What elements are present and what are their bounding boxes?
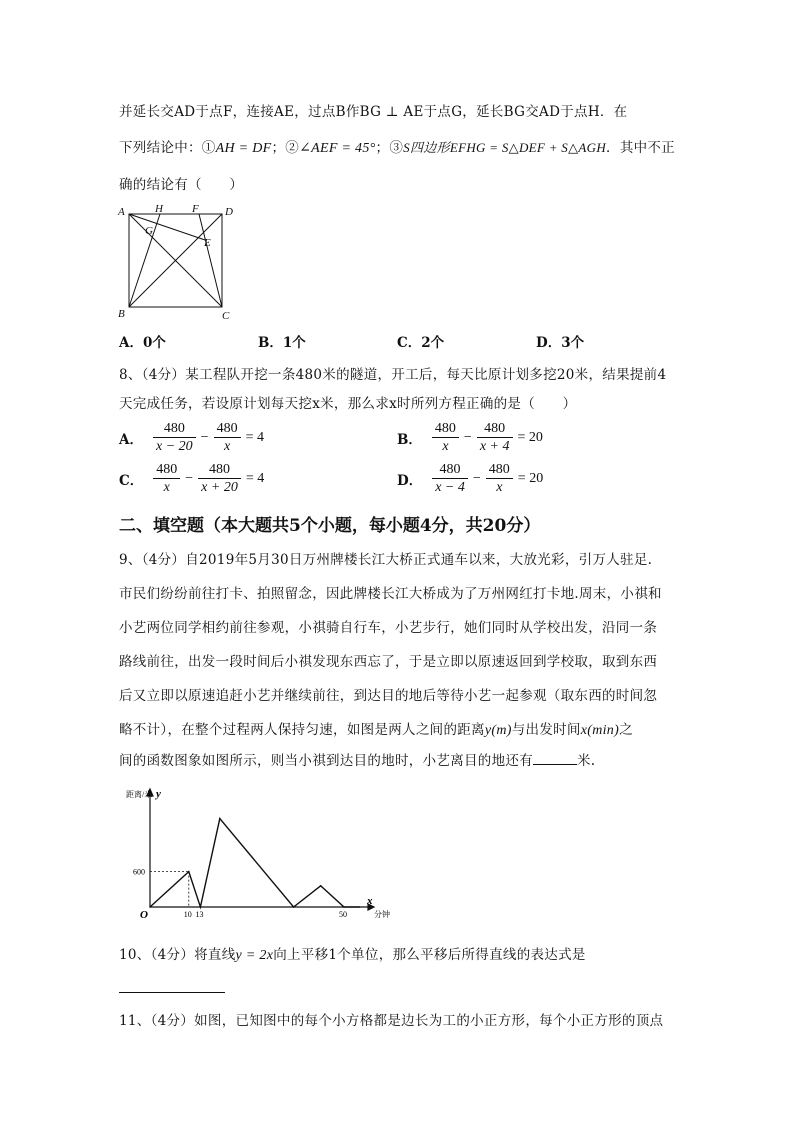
q10-expression: y = 2x <box>235 948 274 963</box>
operator: − <box>200 429 209 445</box>
q8-option-b-label: B． <box>397 431 422 448</box>
q8-line-1: 8、（4分）某工程队开挖一条480米的隧道，开工后，每天比原计划多挖20米，结果提前4 <box>119 367 667 383</box>
numerator: 480 <box>432 420 459 438</box>
y-axis-title: 距离/米 <box>126 790 153 799</box>
label-c: C <box>222 310 230 322</box>
denominator: x + 4 <box>479 439 510 454</box>
label-d: D <box>225 206 233 218</box>
origin-label: O <box>140 909 148 921</box>
q7-geometry-figure <box>112 200 242 325</box>
q7-option-c: C．2个 <box>397 335 445 351</box>
q11-line-1: 11、（4分）如图，已知图中的每个小方格都是边长为工的小正方形，每个小正方形的顶点 <box>119 1013 664 1029</box>
q7-line-2-post: ．其中不正 <box>606 140 676 156</box>
q9-distance-time-chart <box>112 785 402 925</box>
segment-cf <box>199 214 222 307</box>
rhs: = 20 <box>517 429 543 445</box>
label-g: G <box>145 225 153 237</box>
numerator: 480 <box>477 420 513 438</box>
segment-ae <box>129 214 205 240</box>
fraction <box>432 420 459 455</box>
numerator: 480 <box>486 461 513 479</box>
fraction <box>477 420 513 455</box>
q9-line-6 <box>119 720 633 741</box>
q7-sep-2: ；③ <box>375 140 404 156</box>
q7-conclusion-3: S四边形EFHG = S△DEF + S△AGH <box>403 140 607 155</box>
fraction <box>153 420 196 455</box>
data-point <box>343 906 345 908</box>
denominator: x <box>442 439 449 454</box>
q7-line-2-pre: 下列结论中：① <box>119 140 216 156</box>
fraction <box>214 420 241 455</box>
q9-distance-var: y(m) <box>484 723 512 738</box>
x-tick-label: 13 <box>195 910 204 919</box>
denominator: x − 20 <box>155 439 193 454</box>
q9-line-6a: 略不计），在整个过程两人保持匀速，如图是两人之间的距离 <box>119 722 485 738</box>
answer-blank[interactable] <box>533 750 577 765</box>
data-point <box>200 906 202 908</box>
operator: − <box>463 429 472 445</box>
q9-line-1: 9、（4分）自2019年5月30日万州牌楼长江大桥正式通车以来，大放光彩，引万人驻足. <box>119 552 653 568</box>
operator: − <box>472 470 481 486</box>
q8-option-c-label: C． <box>119 472 144 489</box>
q8-option-d <box>397 461 546 496</box>
numerator: 480 <box>153 420 196 438</box>
data-point <box>293 906 295 908</box>
data-point <box>359 906 361 908</box>
q10-answer-blank[interactable] <box>119 992 225 993</box>
q8-option-a-label: A． <box>119 431 143 448</box>
q9-line-7a: 间的函数图象如图所示，则当小祺到达目的地时，小艺离目的地还有 <box>119 753 533 769</box>
section-2-title: 二、填空题（本大题共5个小题，每小题4分，共20分） <box>119 516 541 536</box>
label-f: F <box>192 203 199 215</box>
label-e: E <box>204 237 211 249</box>
y-tick-label: 600 <box>133 867 145 877</box>
q7-sep-1: ；② <box>271 140 300 156</box>
label-h: H <box>155 203 163 215</box>
fraction <box>198 461 241 496</box>
numerator: 480 <box>432 461 468 479</box>
operator: − <box>185 470 194 486</box>
q7-option-b: B．1个 <box>258 335 306 351</box>
q7-conclusion-2: ∠AEF = 45° <box>299 141 376 156</box>
x-tick-label: 50 <box>339 910 347 919</box>
q9-line-6b: 与出发时间 <box>511 722 581 738</box>
denominator: x <box>163 480 170 495</box>
q9-line-4: 路线前往，出发一段时间后小祺发现东西忘了，于是立即以原速返回到学校取，取到东西 <box>119 654 658 670</box>
fraction <box>432 461 468 496</box>
q8-line-2: 天完成任务，若设原计划每天挖x米，那么求x时所列方程正确的是（ ） <box>119 396 577 412</box>
q10-post: 向上平移1个单位，那么平移后所得直线的表达式是 <box>273 947 586 963</box>
rhs: = 4 <box>245 429 264 445</box>
q7-line-3: 确的结论有（ ） <box>119 177 244 193</box>
data-point <box>320 885 322 887</box>
q9-line-6c: 之 <box>619 722 633 738</box>
fraction <box>486 461 513 496</box>
q7-line-2 <box>119 138 675 159</box>
data-point <box>219 818 221 820</box>
q9-line-5: 后又立即以原速追赶小艺并继续前往，到达目的地后等待小艺一起参观（取东西的时间忽 <box>119 688 658 704</box>
rhs: = 20 <box>517 470 544 486</box>
data-point <box>149 906 151 908</box>
q10-pre: 10、（4分）将直线 <box>119 947 236 963</box>
q7-line-1: 并延长交AD于点F，连接AE，过点B作BG ⊥ AE于点G，延长BG交AD于点H．在 <box>119 104 628 120</box>
numerator: 480 <box>198 461 241 479</box>
x-axis-letter: x <box>367 895 373 907</box>
distance-series-line <box>150 819 360 907</box>
rhs: = 4 <box>245 470 265 486</box>
y-axis-letter: y <box>156 788 161 800</box>
x-tick-label: 10 <box>183 910 192 919</box>
q7-option-a: A．0个 <box>119 335 166 351</box>
q9-line-7b: 米. <box>577 753 596 769</box>
q8-option-c <box>119 461 267 496</box>
q9-line-3: 小艺两位同学相约前往参观，小祺骑自行车，小艺步行，她们同时从学校出发，沿同一条 <box>119 620 658 636</box>
numerator: 480 <box>214 420 241 438</box>
q9-line-7 <box>119 750 595 771</box>
denominator: x <box>496 480 503 495</box>
denominator: x + 20 <box>201 480 238 495</box>
numerator: 480 <box>153 461 180 479</box>
q7-option-d: D．3个 <box>536 335 585 351</box>
q10-line <box>119 945 586 966</box>
label-a: A <box>118 206 125 218</box>
denominator: x − 4 <box>435 480 465 495</box>
q8-option-b <box>397 420 546 455</box>
x-axis-title: 分钟 <box>374 910 390 919</box>
q9-line-2: 市民们纷纷前往打卡、拍照留念，因此牌楼长江大桥成为了万州网红打卡地.周末，小祺和 <box>119 586 662 602</box>
denominator: x <box>223 439 231 454</box>
q8-option-a <box>119 420 267 455</box>
label-b: B <box>118 308 125 320</box>
q7-conclusion-1: AH = DF <box>215 141 272 156</box>
q9-time-var: x(min) <box>580 723 620 738</box>
fraction <box>153 461 180 496</box>
q8-option-d-label: D． <box>397 472 423 489</box>
